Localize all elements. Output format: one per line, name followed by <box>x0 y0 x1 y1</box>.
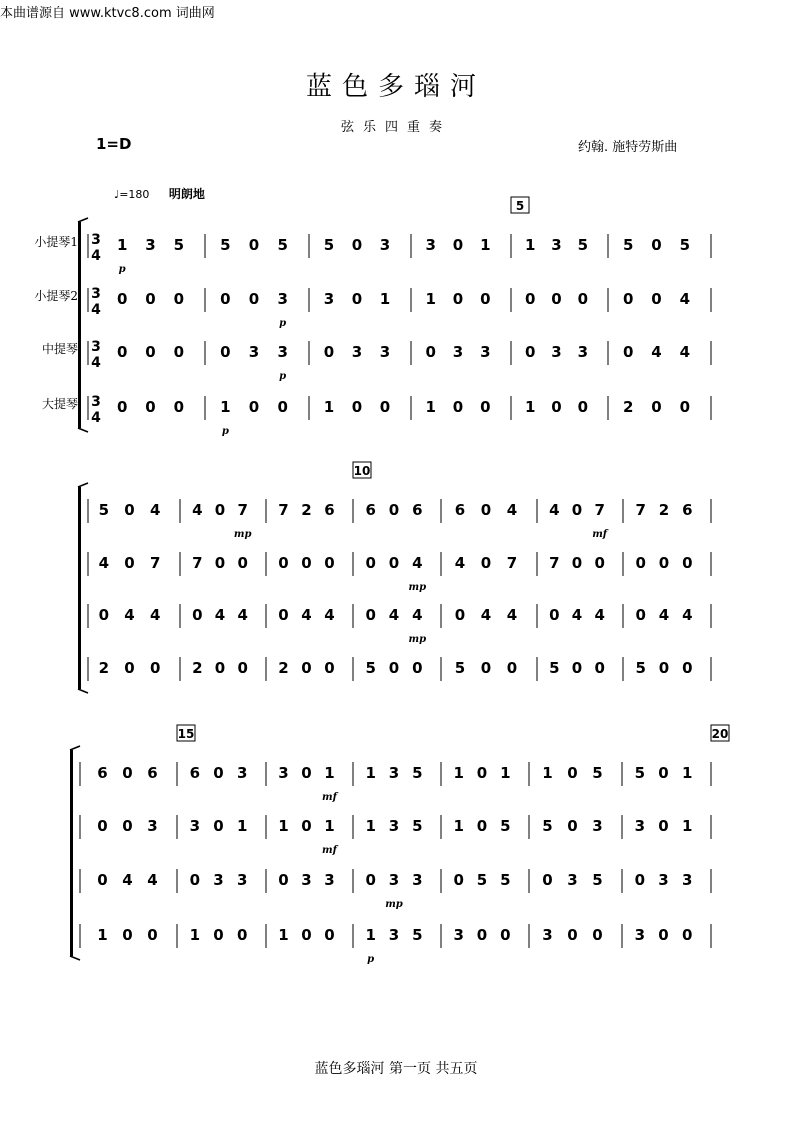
note: 0 <box>122 764 133 782</box>
note: 0 <box>453 871 464 889</box>
note: 3 <box>324 871 335 889</box>
note: 3 <box>145 236 156 254</box>
note: 3 <box>277 343 288 361</box>
note: 0 <box>149 659 161 677</box>
note: 1 <box>189 926 201 944</box>
note: 7 <box>549 554 560 572</box>
note: 3 <box>379 343 391 361</box>
note: 1 <box>681 764 693 782</box>
note: 3 <box>542 926 553 944</box>
note: 3 <box>388 926 400 944</box>
rehearsal-number: 5 <box>515 199 525 213</box>
note: 0 <box>122 817 133 835</box>
note: 5 <box>277 236 288 254</box>
note: 0 <box>635 606 646 624</box>
note: 0 <box>248 398 260 416</box>
note: 6 <box>189 764 201 782</box>
note: 3 <box>453 926 464 944</box>
note: 1 <box>524 398 536 416</box>
note: 5 <box>500 871 511 889</box>
note: 0 <box>351 236 363 254</box>
note: 0 <box>551 290 562 308</box>
bracket-top-hook <box>78 483 88 487</box>
note: 0 <box>577 290 589 308</box>
note: 3 <box>634 926 646 944</box>
note: 0 <box>658 764 669 782</box>
bracket-top-hook <box>70 746 80 750</box>
note: 1 <box>681 817 693 835</box>
note: 5 <box>98 501 110 519</box>
note: 0 <box>116 290 128 308</box>
note: 0 <box>324 554 335 572</box>
note: 2 <box>278 659 289 677</box>
note: 0 <box>301 817 312 835</box>
note: 0 <box>480 501 492 519</box>
note: 0 <box>97 817 108 835</box>
note: 2 <box>301 501 312 519</box>
note: 0 <box>682 659 693 677</box>
bracket-bottom-hook <box>78 689 88 693</box>
note: 3 <box>248 343 260 361</box>
note: 0 <box>324 926 335 944</box>
note: 0 <box>351 290 363 308</box>
note: 0 <box>214 554 226 572</box>
note: 1 <box>524 236 536 254</box>
note: 0 <box>622 343 634 361</box>
note: 0 <box>682 554 693 572</box>
note: 0 <box>651 398 662 416</box>
note: 0 <box>480 290 491 308</box>
dynamic-marking: mf <box>322 845 337 856</box>
note: 0 <box>651 236 662 254</box>
dynamic-marking: p <box>367 954 375 965</box>
score-title: 蓝色多瑙河 <box>305 72 486 102</box>
note: 4 <box>324 606 335 624</box>
note: 1 <box>116 236 128 254</box>
note: 4 <box>679 290 691 308</box>
note: 1 <box>480 236 491 254</box>
note: 5 <box>173 236 185 254</box>
composer-credit: 约翰. 施特劳斯曲 <box>578 140 678 155</box>
note: 5 <box>220 236 231 254</box>
note: 5 <box>365 659 376 677</box>
note: 1 <box>236 817 248 835</box>
note: 0 <box>145 398 156 416</box>
note: 1 <box>453 764 464 782</box>
note: 3 <box>388 817 400 835</box>
note: 1 <box>324 764 335 782</box>
note: 5 <box>592 871 603 889</box>
note: 0 <box>542 871 553 889</box>
dynamic-marking: mp <box>408 582 427 593</box>
note: 1 <box>365 926 376 944</box>
system-bracket <box>78 487 81 689</box>
note: 0 <box>145 343 156 361</box>
note: 1 <box>453 817 464 835</box>
note: 0 <box>454 606 466 624</box>
note: 5 <box>634 764 646 782</box>
note: 1 <box>542 764 553 782</box>
note: 0 <box>124 659 135 677</box>
note: 0 <box>388 554 400 572</box>
note: 7 <box>506 554 518 572</box>
note: 0 <box>189 871 201 889</box>
key-signature: 1=D <box>96 135 132 153</box>
note: 0 <box>658 926 669 944</box>
tempo-marking: 明朗地 <box>168 187 205 201</box>
note: 3 <box>213 871 224 889</box>
time-signature-top: 3 <box>91 232 101 248</box>
note: 3 <box>236 764 248 782</box>
note: 0 <box>213 764 224 782</box>
note: 5 <box>454 659 466 677</box>
note: 1 <box>365 764 376 782</box>
note: 0 <box>571 659 583 677</box>
note: 5 <box>412 764 423 782</box>
note: 4 <box>147 871 158 889</box>
note: 4 <box>658 606 670 624</box>
note: 6 <box>147 764 158 782</box>
note: 0 <box>124 501 135 519</box>
note: 5 <box>500 817 511 835</box>
note: 0 <box>116 398 128 416</box>
note: 6 <box>454 501 466 519</box>
note: 7 <box>594 501 605 519</box>
note: 0 <box>571 501 583 519</box>
time-signature-bottom: 4 <box>91 355 101 371</box>
note: 0 <box>476 764 488 782</box>
note: 0 <box>365 554 376 572</box>
note: 0 <box>500 926 511 944</box>
note: 4 <box>480 606 492 624</box>
note: 5 <box>323 236 335 254</box>
page-footer: 蓝色多瑙河 第一页 共五页 <box>314 1061 478 1077</box>
note: 0 <box>681 926 693 944</box>
bracket-top-hook <box>78 218 88 222</box>
note: 3 <box>301 871 312 889</box>
dynamic-marking: p <box>279 318 287 329</box>
note: 1 <box>425 398 436 416</box>
note: 0 <box>388 659 400 677</box>
note: 0 <box>634 871 646 889</box>
note: 0 <box>301 764 312 782</box>
note: 0 <box>147 926 158 944</box>
note: 0 <box>549 606 560 624</box>
note: 0 <box>379 398 391 416</box>
note: 6 <box>324 501 335 519</box>
note: 1 <box>220 398 231 416</box>
note: 7 <box>635 501 646 519</box>
note: 0 <box>577 398 589 416</box>
note: 1 <box>324 817 335 835</box>
note: 3 <box>379 236 391 254</box>
note: 0 <box>571 554 583 572</box>
dynamic-marking: p <box>279 371 287 382</box>
note: 3 <box>236 871 248 889</box>
note: 4 <box>192 501 203 519</box>
note: 0 <box>278 554 289 572</box>
note: 0 <box>365 606 376 624</box>
note: 7 <box>237 501 248 519</box>
note: 3 <box>452 343 464 361</box>
rehearsal-number: 10 <box>353 464 371 478</box>
note: 4 <box>651 343 662 361</box>
score-subtitle: 弦乐四重奏 <box>340 120 451 135</box>
note: 0 <box>248 290 260 308</box>
note: 0 <box>214 501 226 519</box>
note: 0 <box>248 236 260 254</box>
note: 4 <box>549 501 560 519</box>
note: 3 <box>681 871 693 889</box>
note: 4 <box>149 606 161 624</box>
note: 5 <box>412 926 423 944</box>
note: 0 <box>658 554 670 572</box>
note: 0 <box>173 290 185 308</box>
dynamic-marking: mp <box>408 634 427 645</box>
note: 0 <box>365 871 376 889</box>
dynamic-marking: mf <box>322 792 337 803</box>
note: 0 <box>98 606 110 624</box>
note: 3 <box>425 236 436 254</box>
note: 5 <box>635 659 646 677</box>
note: 3 <box>189 817 201 835</box>
note: 7 <box>149 554 161 572</box>
note: 0 <box>323 343 335 361</box>
note: 0 <box>679 398 691 416</box>
note: 0 <box>220 343 231 361</box>
note: 3 <box>351 343 363 361</box>
note: 0 <box>236 926 248 944</box>
note: 4 <box>571 606 583 624</box>
note: 0 <box>122 926 133 944</box>
rehearsal-number: 15 <box>177 727 195 741</box>
note: 6 <box>97 764 108 782</box>
time-signature-top: 3 <box>91 286 101 302</box>
part-label: 小提琴2 <box>34 289 78 303</box>
note: 0 <box>124 554 135 572</box>
note: 3 <box>147 817 158 835</box>
time-signature-top: 3 <box>91 339 101 355</box>
note: 1 <box>278 817 289 835</box>
note: 0 <box>594 554 605 572</box>
note: 4 <box>122 871 133 889</box>
note: 0 <box>237 554 248 572</box>
note: 0 <box>173 343 185 361</box>
note: 5 <box>592 764 603 782</box>
note: 0 <box>277 398 288 416</box>
dynamic-marking: mf <box>592 529 608 540</box>
note: 0 <box>567 926 578 944</box>
note: 3 <box>277 290 288 308</box>
note: 0 <box>237 659 248 677</box>
note: 3 <box>592 817 603 835</box>
note: 0 <box>658 817 669 835</box>
note: 3 <box>634 817 646 835</box>
note: 0 <box>425 343 436 361</box>
note: 3 <box>551 343 562 361</box>
note: 0 <box>301 659 312 677</box>
note: 0 <box>651 290 662 308</box>
note: 0 <box>594 659 605 677</box>
note: 7 <box>278 501 289 519</box>
note: 4 <box>301 606 312 624</box>
dynamic-marking: p <box>118 264 126 275</box>
note: 0 <box>567 817 578 835</box>
note: 1 <box>278 926 289 944</box>
note: 6 <box>365 501 376 519</box>
note: 4 <box>506 501 518 519</box>
note: 0 <box>452 236 464 254</box>
note: 0 <box>220 290 231 308</box>
note: 4 <box>237 606 248 624</box>
note: 0 <box>214 659 226 677</box>
note: 0 <box>213 926 224 944</box>
note: 4 <box>388 606 400 624</box>
note: 0 <box>635 554 646 572</box>
note: 3 <box>388 871 400 889</box>
note: 3 <box>577 343 589 361</box>
note: 4 <box>454 554 466 572</box>
note: 0 <box>658 659 670 677</box>
note: 5 <box>622 236 634 254</box>
note: 0 <box>213 817 224 835</box>
note: 0 <box>116 343 128 361</box>
note: 0 <box>351 398 363 416</box>
note: 5 <box>577 236 589 254</box>
note: 1 <box>97 926 108 944</box>
note: 2 <box>98 659 110 677</box>
note: 0 <box>480 659 492 677</box>
note: 1 <box>365 817 376 835</box>
note: 2 <box>192 659 203 677</box>
note: 2 <box>622 398 634 416</box>
note: 4 <box>682 606 693 624</box>
note: 5 <box>542 817 553 835</box>
dynamic-marking: mp <box>233 529 252 540</box>
note: 0 <box>278 606 289 624</box>
note: 0 <box>480 398 491 416</box>
note: 4 <box>679 343 691 361</box>
note: 0 <box>476 926 488 944</box>
note: 6 <box>682 501 693 519</box>
note: 3 <box>278 764 289 782</box>
time-signature-top: 3 <box>91 394 101 410</box>
note: 0 <box>388 501 400 519</box>
time-signature-bottom: 4 <box>91 302 101 318</box>
note: 4 <box>594 606 605 624</box>
note: 0 <box>506 659 518 677</box>
note: 5 <box>549 659 560 677</box>
note: 0 <box>324 659 335 677</box>
note: 6 <box>412 501 423 519</box>
time-signature-bottom: 4 <box>91 248 101 264</box>
note: 1 <box>425 290 436 308</box>
dynamic-marking: p <box>221 426 229 437</box>
note: 4 <box>98 554 110 572</box>
note: 0 <box>145 290 156 308</box>
part-label: 中提琴 <box>41 342 78 356</box>
note: 7 <box>192 554 203 572</box>
note: 0 <box>192 606 203 624</box>
note: 5 <box>679 236 691 254</box>
note: 4 <box>412 554 423 572</box>
note: 4 <box>412 606 423 624</box>
part-label: 大提琴 <box>41 397 78 411</box>
note: 0 <box>567 764 578 782</box>
note: 3 <box>551 236 562 254</box>
note: 0 <box>173 398 185 416</box>
note: 4 <box>124 606 135 624</box>
note: 0 <box>480 554 492 572</box>
rehearsal-number: 20 <box>711 727 729 741</box>
time-signature-bottom: 4 <box>91 410 101 426</box>
note: 3 <box>388 764 400 782</box>
note: 1 <box>500 764 511 782</box>
note: 0 <box>551 398 562 416</box>
part-label: 小提琴1 <box>34 235 78 249</box>
watermark-text: 本曲谱源自 www.ktvc8.com 词曲网 <box>0 6 215 21</box>
note: 3 <box>412 871 423 889</box>
note: 0 <box>301 926 312 944</box>
note: 3 <box>480 343 491 361</box>
note: 3 <box>323 290 335 308</box>
bracket-bottom-hook <box>78 428 88 432</box>
bracket-bottom-hook <box>70 956 80 960</box>
note: 0 <box>97 871 108 889</box>
note: 0 <box>412 659 423 677</box>
note: 1 <box>323 398 335 416</box>
note: 1 <box>379 290 391 308</box>
note: 0 <box>278 871 289 889</box>
note: 2 <box>658 501 670 519</box>
dynamic-marking: mp <box>385 899 403 910</box>
note: 0 <box>301 554 312 572</box>
note: 4 <box>506 606 518 624</box>
note: 0 <box>622 290 634 308</box>
note: 5 <box>476 871 488 889</box>
note: 4 <box>214 606 226 624</box>
system-bracket <box>70 750 73 956</box>
note: 0 <box>524 343 536 361</box>
system-bracket <box>78 222 81 428</box>
note: 3 <box>658 871 669 889</box>
note: 4 <box>149 501 161 519</box>
note: 0 <box>476 817 488 835</box>
note: 3 <box>567 871 578 889</box>
note: 0 <box>452 398 464 416</box>
tempo-value: ♩=180 <box>114 188 150 201</box>
note: 0 <box>452 290 464 308</box>
note: 0 <box>592 926 603 944</box>
note: 0 <box>524 290 536 308</box>
note: 5 <box>412 817 423 835</box>
